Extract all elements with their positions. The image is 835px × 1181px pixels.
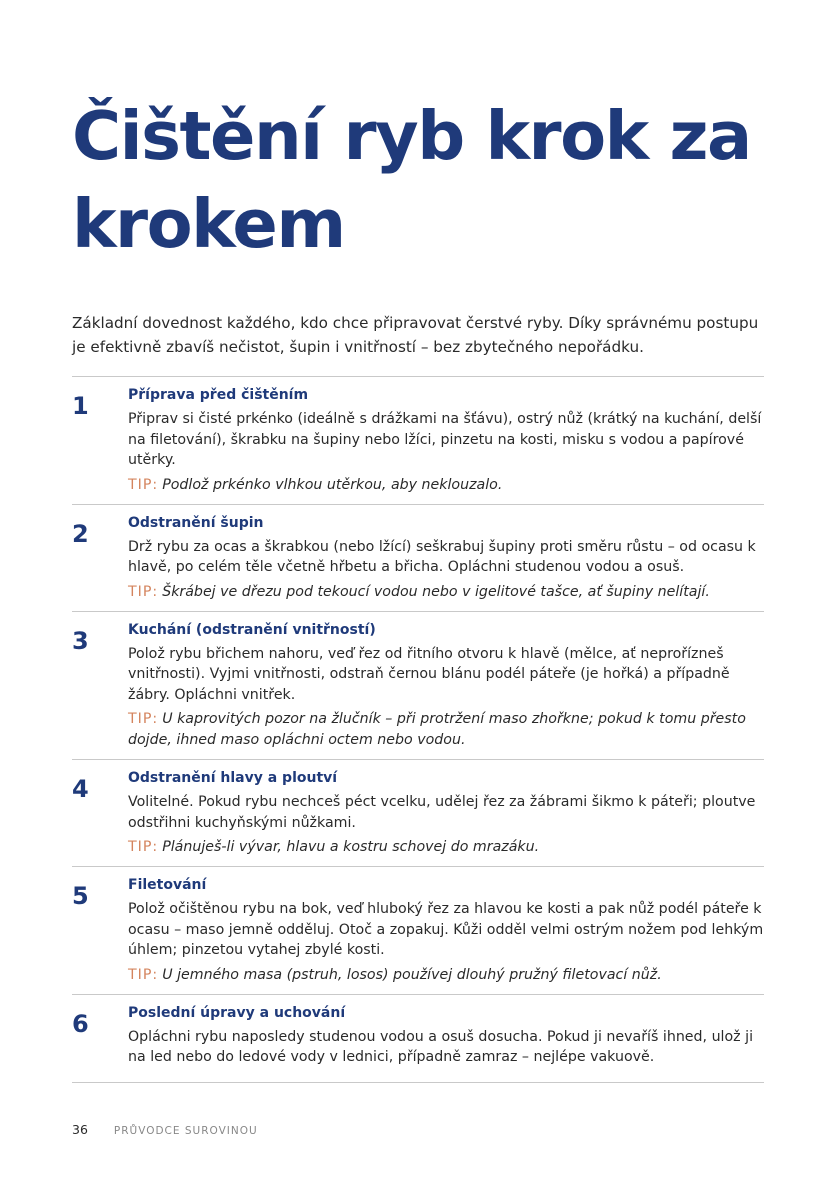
page-number: 36 xyxy=(72,1122,88,1137)
tip-label: TIP: xyxy=(128,839,159,855)
step-tip xyxy=(128,709,764,751)
step-tip xyxy=(128,475,764,496)
step-title: Poslední úpravy a uchování xyxy=(128,1004,346,1021)
tip-label: TIP: xyxy=(128,711,159,727)
tip-text: U jemného masa (pstruh, losos) používej dlouhý pružný filetovací nůž. xyxy=(162,966,662,983)
tip-text: Škrábej ve dřezu pod tekoucí vodou nebo v igelitové tašce, ať šupiny nelítají. xyxy=(162,583,710,600)
step-6 xyxy=(72,994,764,1083)
step-text: Polož očištěnou rybu na bok, veď hluboký řez za hlavou ke kosti a pak nůž podél páteře k ocasu – maso jemně odděluj. Otoč a zopakuj. Kůži odděl velmi ostrým nožem pod lehkým úhlem; pinzetou vytahej zbylé kosti. xyxy=(128,901,764,958)
tip-text: Plánuješ-li vývar, hlavu a kostru schovej do mrazáku. xyxy=(162,839,540,855)
tip-label: TIP: xyxy=(128,583,159,600)
step-tip xyxy=(128,582,764,603)
step-number: 3 xyxy=(72,626,89,655)
step-title: Odstranění šupin xyxy=(128,514,264,531)
step-title: Odstranění hlavy a ploutví xyxy=(128,770,338,786)
step-title: Kuchání (odstranění vnitřností) xyxy=(128,621,376,638)
step-1 xyxy=(72,376,764,504)
step-2 xyxy=(72,504,764,611)
step-text: Připrav si čisté prkénko (ideálně s drážkami na šťávu), ostrý nůž (krátký na kuchání, delší na filetování), škrabku na šupiny nebo lžíci, pinzetu na kosti, misku s vodou a papírové utěrky. xyxy=(128,411,762,468)
tip-label: TIP: xyxy=(128,966,159,983)
step-text: Volitelné. Pokud rybu nechceš péct vcelku, udělej řez za žábrami šikmo k páteři; ploutve odstřihni kuchyňskými nůžkami. xyxy=(128,794,756,831)
footer-section-title: PRŮVODCE SUROVINOU xyxy=(113,1125,258,1137)
step-number: 6 xyxy=(72,1009,89,1038)
step-number: 1 xyxy=(72,392,89,420)
tip-text: U kaprovitých pozor na žlučník – při protržení maso zhořkne; pokud k tomu přesto dojde, ihned maso opláchni octem nebo vodou. xyxy=(128,711,746,748)
step-tip xyxy=(128,965,764,986)
tip-text: Podlož prkénko vlhkou utěrkou, aby neklouzalo. xyxy=(162,476,503,493)
step-text: Opláchni rybu naposledy studenou vodou a osuš dosucha. Pokud ji nevaříš ihned, ulož ji na led nebo do ledové vody v lednici, případně zamraz – nejlépe vakuově. xyxy=(128,1028,754,1065)
step-number: 2 xyxy=(72,519,89,548)
step-4 xyxy=(72,759,764,866)
step-number: 5 xyxy=(72,882,89,910)
step-text: Drž rybu za ocas a škrabkou (nebo lžící) seškrabuj šupiny proti směru růstu – od ocasu k hlavě, po celém těle včetně hřbetu a břicha. Opláchni studenou vodou a osuš. xyxy=(128,538,756,575)
page-title: Čištění ryb krok za krokem xyxy=(72,97,751,263)
step-title: Příprava před čištěním xyxy=(128,387,309,403)
page-footer xyxy=(72,1122,258,1137)
step-tip xyxy=(128,837,764,858)
step-number: 4 xyxy=(72,775,89,803)
tip-label: TIP: xyxy=(128,476,159,493)
step-3 xyxy=(72,611,764,760)
step-title: Filetování xyxy=(128,877,207,893)
step-5 xyxy=(72,866,764,994)
step-text: Polož rybu břichem nahoru, veď řez od řitního otvoru k hlavě (mělce, ať neprořízneš vnitřnosti). Vyjmi vnitřnosti, odstraň černou blánu podél páteře (je hořká) a případně žábry. Opláchni vnitřek. xyxy=(128,645,730,703)
intro-paragraph: Základní dovednost každého, kdo chce připravovat čerstvé ryby. Díky správnému postupu je efektivně zbavíš nečistot, šupin i vnitřností – bez zbytečného nepořádku. xyxy=(72,314,759,356)
steps-list xyxy=(72,376,764,1083)
